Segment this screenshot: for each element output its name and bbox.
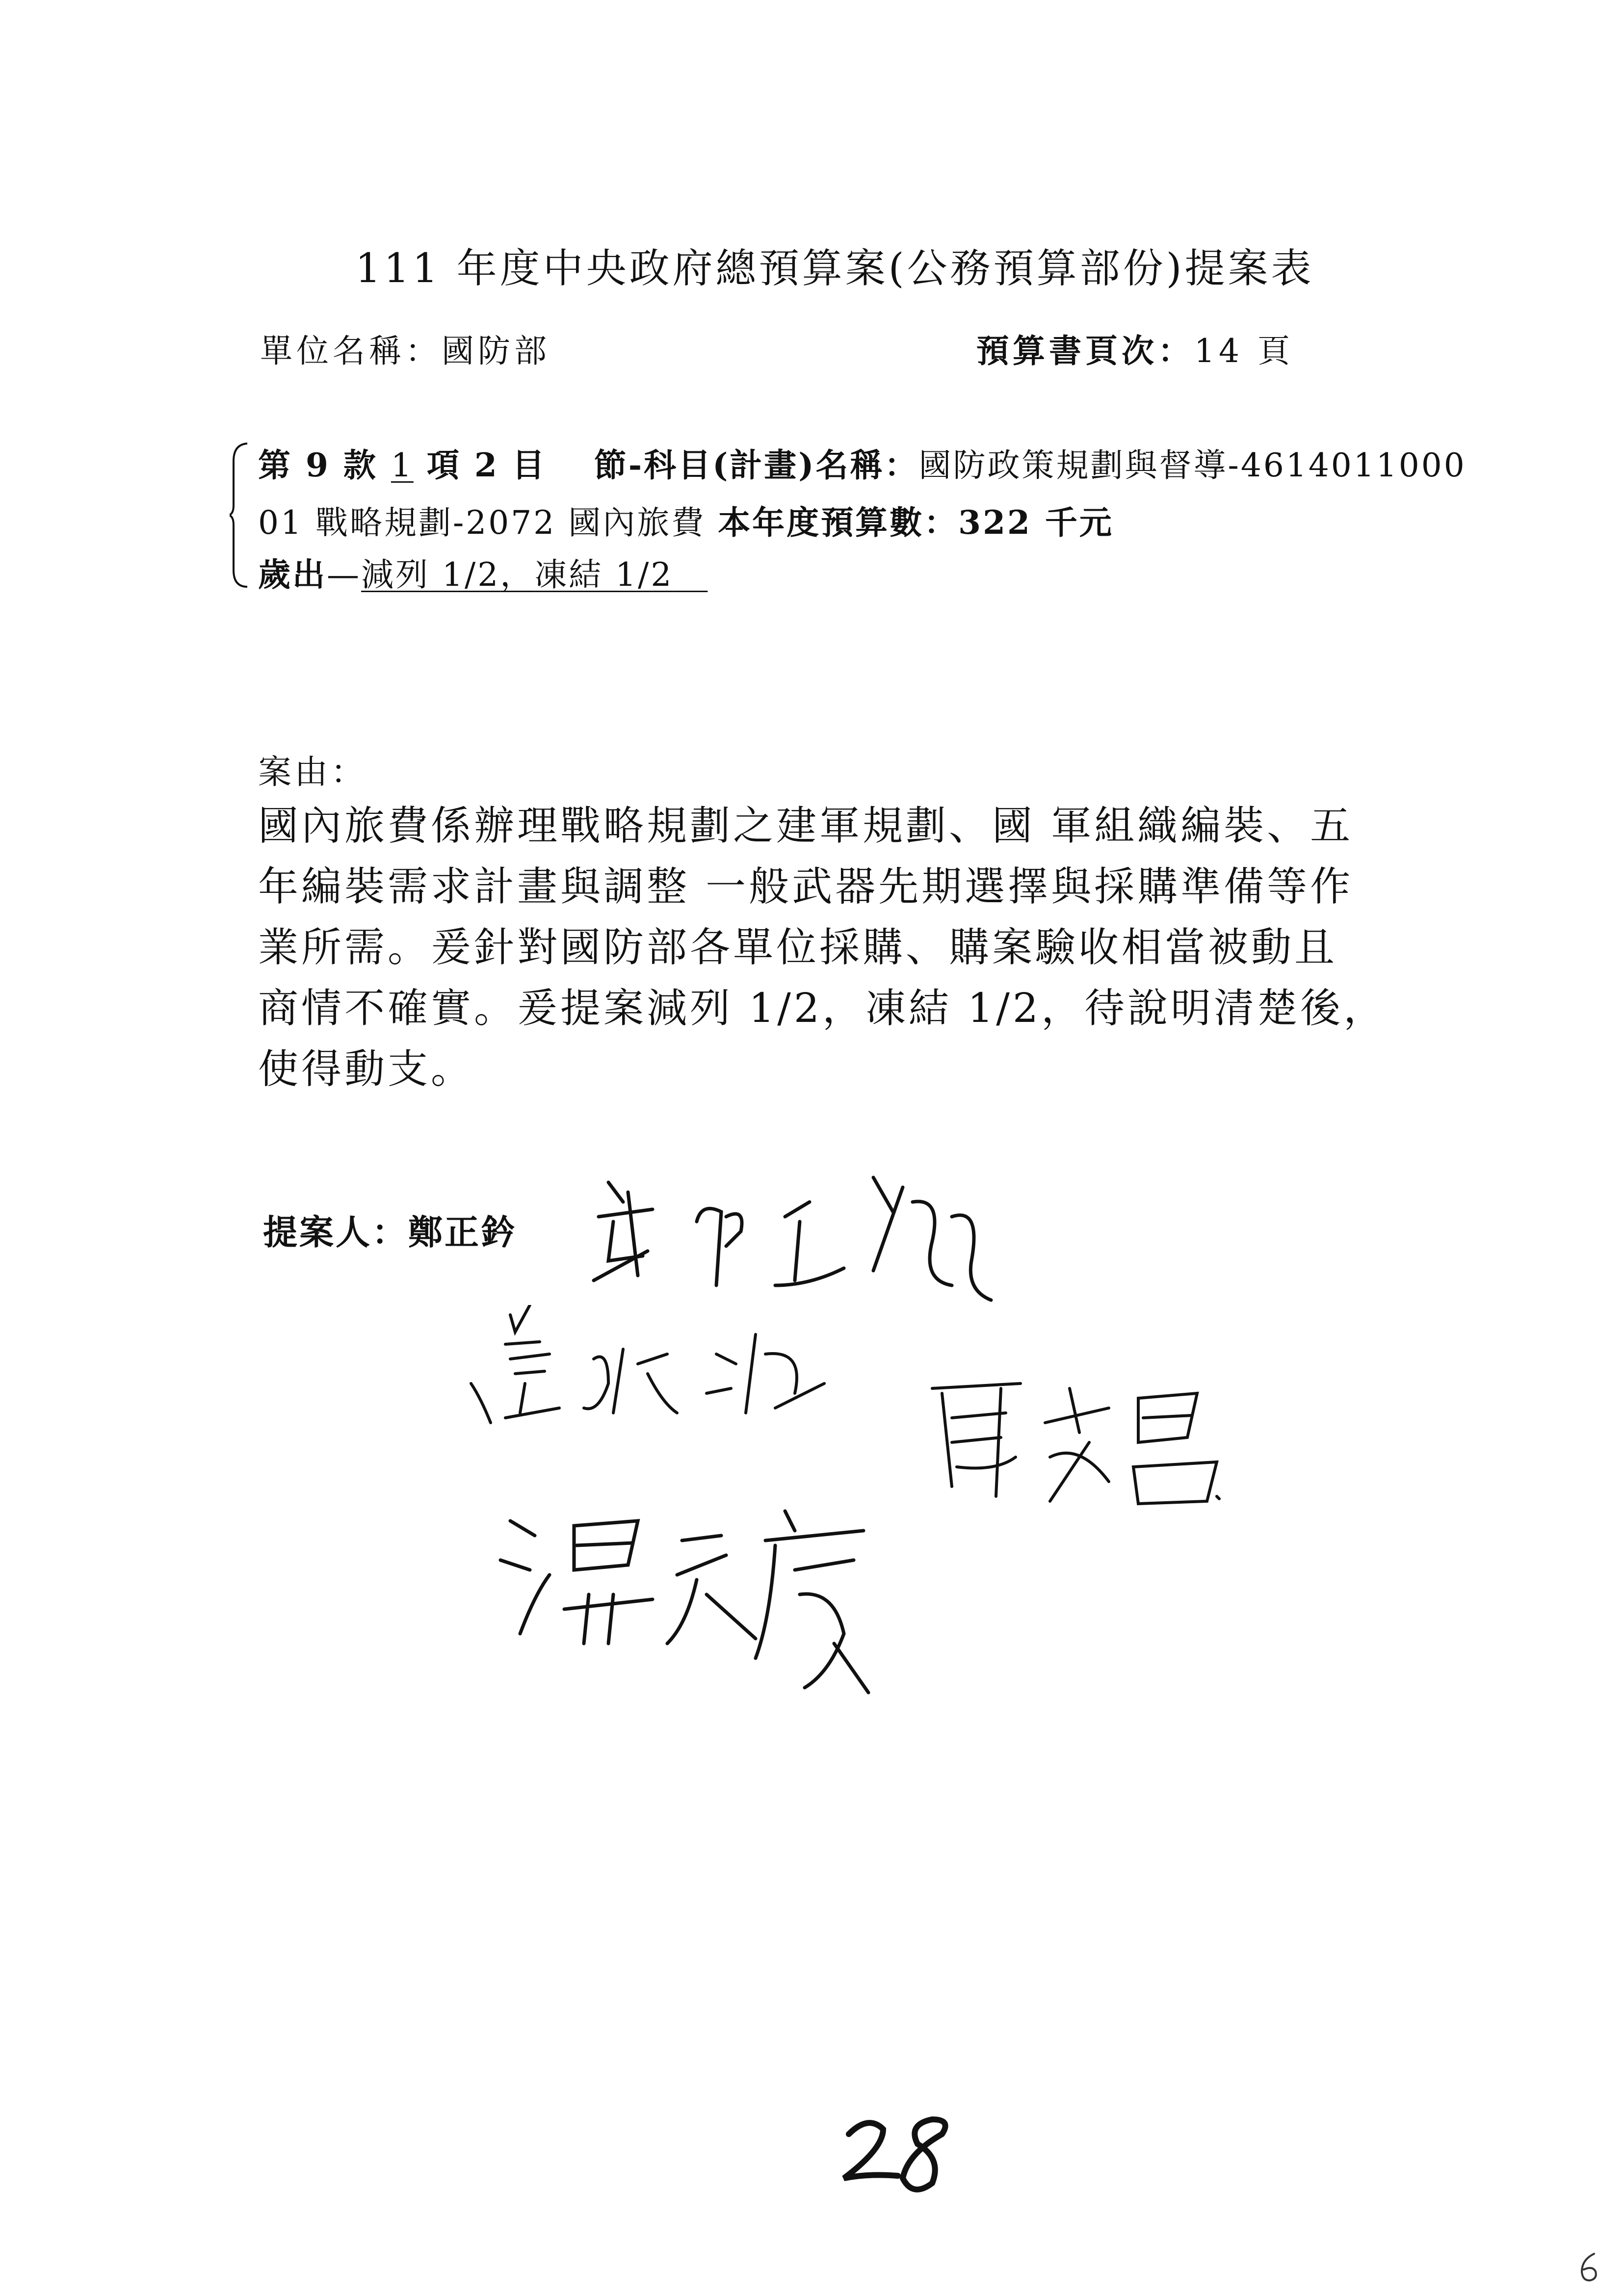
page-ref-label: 預算書頁次： — [976, 332, 1194, 370]
item-line-3 — [258, 548, 707, 595]
item-brace — [230, 442, 249, 589]
item-number: 1 — [391, 446, 414, 484]
reason-line: 使得動支。 — [258, 1046, 474, 1093]
document-title: 111 年度中央政府總預算案(公務預算部份)提案表 — [355, 245, 1314, 292]
cut-amount: 減列 1/2 — [361, 556, 500, 594]
expenditure-dash: — — [327, 556, 361, 594]
expenditure-sep: ， — [500, 556, 535, 594]
signature-4 — [491, 1496, 883, 1702]
unit-label: 單位名稱： — [260, 332, 442, 370]
reason-text — [258, 796, 1436, 1100]
proposer-label: 提案人： — [263, 1212, 408, 1252]
page-ref-value: 14 頁 — [1194, 332, 1294, 370]
item-line-2 — [258, 496, 1114, 543]
unit-name: 國防部 — [442, 332, 550, 370]
signature-2 — [461, 1305, 854, 1452]
corner-mark — [1577, 2250, 1601, 2284]
proposer — [263, 1205, 517, 1254]
reason-line: 年編裝需求計畫與調整 一般武器先期選擇與採購準備等作 — [258, 863, 1354, 910]
reason-line: 國內旅費係辦理戰略規劃之建軍規劃、國 軍組織編裝、五 — [258, 803, 1354, 849]
reason-line: 商情不確實。爰提案減列 1/2，凍結 1/2，待說明清楚後， — [258, 985, 1387, 1032]
proposer-name: 鄭正鈐 — [408, 1212, 517, 1252]
expenditure-label: 歲出 — [258, 555, 327, 594]
item-line-1 — [258, 439, 1467, 486]
signature-3 — [922, 1369, 1266, 1516]
item-section-b: 項 2 目 節-科目(計畫)名稱： — [413, 446, 919, 484]
handwritten-page-number — [829, 2105, 976, 2203]
reason-line: 業所需。爰針對國防部各單位採購、購案驗收相當被動且 — [258, 924, 1338, 971]
unit-row — [260, 325, 550, 371]
item-section-a: 第 9 款 — [258, 446, 391, 484]
reason-label: 案由： — [258, 753, 367, 792]
budget-amount: 本年度預算數：322 千元 — [718, 503, 1114, 542]
budget-page-ref — [976, 325, 1294, 371]
freeze-amount: 凍結 1/2 — [534, 556, 674, 594]
item-name: 國防政策規劃與督導-4614011000 — [918, 446, 1467, 484]
item-name-cont: 01 戰略規劃-2072 國內旅費 — [258, 504, 718, 542]
signature-1 — [579, 1163, 1021, 1310]
